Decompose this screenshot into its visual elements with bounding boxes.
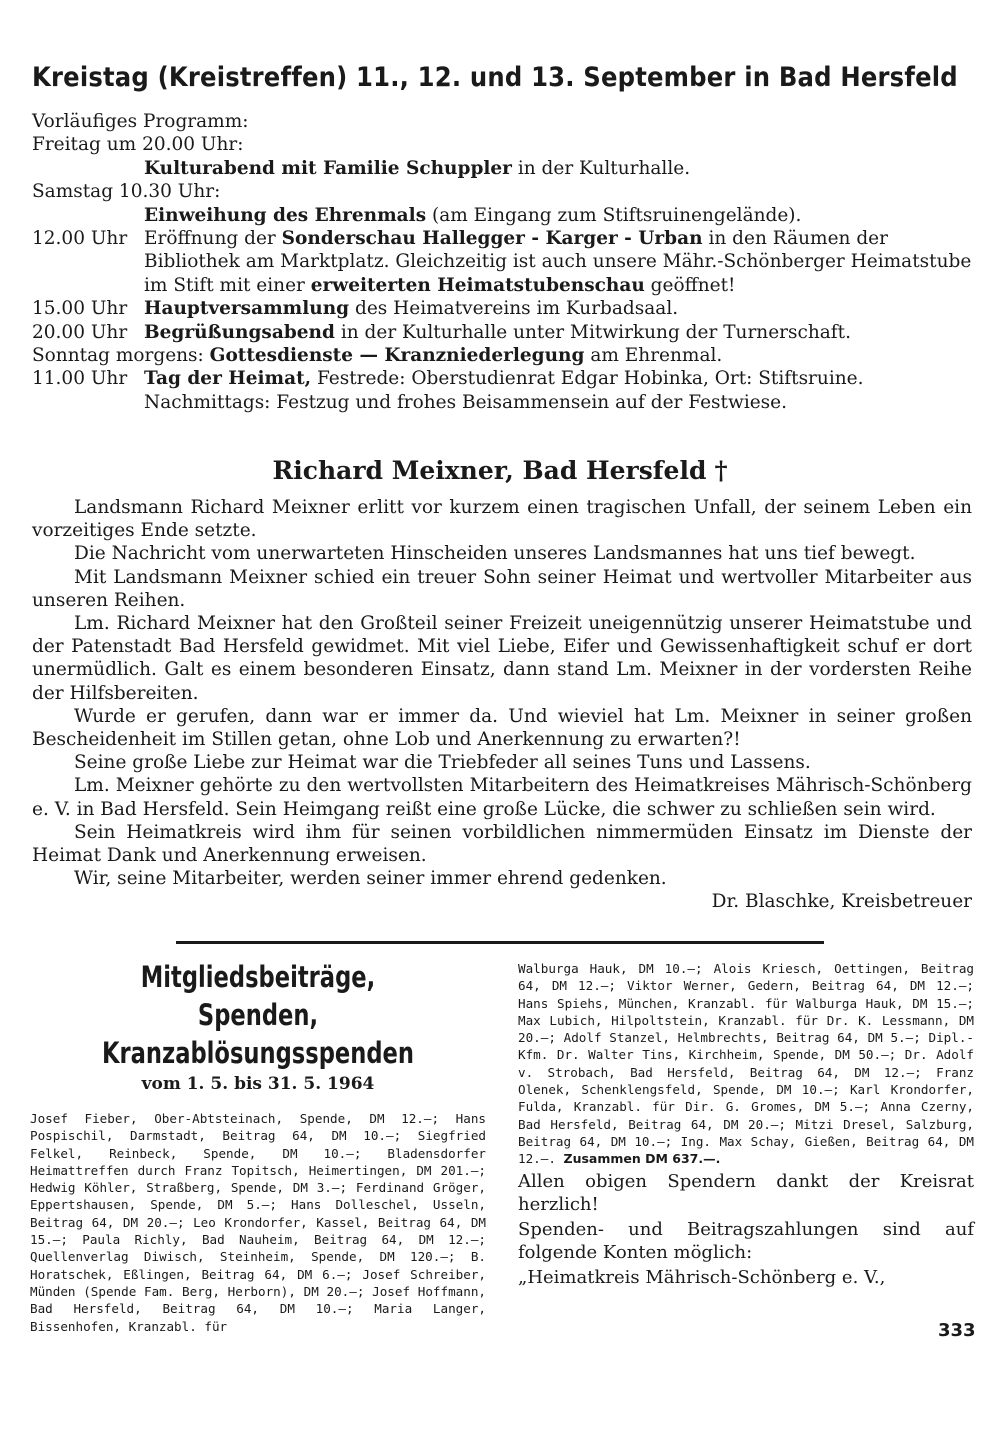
program-intro: Vorläufiges Programm:: [32, 111, 249, 132]
donations-period: vom 1. 5. bis 31. 5. 1964: [141, 1074, 375, 1094]
time-2000: 20.00 Uhr: [32, 321, 128, 343]
obituary-paragraph: Die Nachricht vom unerwarteten Hinscheiden unseres Landsmannes hat uns tief bewegt.: [74, 543, 916, 565]
event-1500: [144, 297, 972, 320]
program-saturday-event: [32, 204, 972, 227]
event-1200-d: erweiterten Heimatstubenschau: [310, 274, 645, 296]
event-1100-b: Tag der Heimat,: [144, 368, 312, 390]
donations-thanks: Allen obigen Spendern dankt der Kreisrat herzlich!: [518, 1170, 974, 1215]
event-1100-rest: Festrede: Oberstudienrat Edgar Hobinka, Ort: Stiftsruine.: [311, 368, 864, 390]
donations-right-column: [518, 960, 974, 1289]
event-1100: [144, 367, 972, 390]
donations-heading: [80, 958, 436, 1072]
section-divider: [176, 941, 824, 944]
program-sunday: [32, 344, 972, 367]
obituary-paragraph: Lm. Meixner gehörte zu den wertvollsten Mitarbeitern des Heimatkreises Mährisch-Schönberg e. V. in Bad Hersfeld. Sein Heimgang reißt eine große Lücke, die schwer zu schließen sein wird.: [32, 775, 972, 820]
donations-total: Zusammen DM 637.—.: [563, 1151, 721, 1167]
donations-heading-line1: Mitgliedsbeiträge, Spenden,: [140, 960, 376, 1032]
obituary-paragraph: Seine große Liebe zur Heimat war die Triebfeder all seines Tuns und Lassens.: [74, 752, 811, 774]
program-item-1100: [32, 367, 972, 390]
event-1200-c: in den Räumen der Bibliothek am Marktplatz. Gleichzeitig ist auch unsere Mähr.-Schönberger Heimatstube im Stift mit einer: [144, 228, 972, 296]
event-1200-e: geöffnet!: [644, 274, 736, 296]
time-1100: 11.00 Uhr: [32, 368, 128, 390]
cross-icon: †: [714, 456, 728, 485]
program-item-1500: [32, 297, 972, 320]
obituary-paragraph: Sein Heimatkreis wird ihm für seinen vorbildlichen nimmermüden Einsatz im Dienste der Heimat Dank und Anerkennung erweisen.: [32, 821, 972, 867]
event-2000-b: Begrüßungsabend: [144, 321, 335, 343]
event-1500-rest: des Heimatvereins im Kurbadsaal.: [349, 298, 679, 320]
event-1500-b: Hauptversammlung: [144, 298, 350, 320]
donor-list-right-text: Walburga Hauk, DM 10.—; Alois Kriesch, Oettingen, Beitrag 64, DM 12.—; Viktor Werner, Gedern, Beitrag 64, DM 12.—; Hans Spiehs, München, Kranzabl. für Walburga Hauk, DM 15.—; Max Lubich, Hilpoltstein, Kranzabl. für Dr. K. Lessmann, DM 20.—; Adolf Stanzel, Helmbrechts, Beitrag 64, DM 5.—; Dipl.-Kfm. Dr. Walter Tins, Kirchheim, Spende, DM 50.—; Dr. Adolf v. Strobach, Bad Hersfeld, Beitrag 64, DM 12.—; Franz Olenek, Schenklengsfeld, Spende, DM 10.—; Karl Krondorfer, Fulda, Kranzabl. für Dir. G. Gromes, DM 5.—; Anna Czerny, Bad Hersfeld, Beitrag 64, DM 20.—; Mitzi Dresel, Salzburg, Beitrag 64, DM 10.—; Ing. Max Schay, Gießen, Beitrag 64, DM 12.—.: [518, 961, 974, 1167]
program-friday: Freitag um 20.00 Uhr:: [32, 134, 244, 156]
saturday-event-title: Einweihung des Ehrenmals: [144, 204, 427, 226]
obituary-text: [32, 496, 972, 914]
sunday-label: Sonntag morgens:: [32, 345, 210, 367]
time-1200: 12.00 Uhr: [32, 228, 128, 250]
event-2000-rest: in der Kulturhalle unter Mitwirkung der Turnerschaft.: [334, 321, 851, 343]
event-1200-b: Sonderschau Hallegger - Karger - Urban: [281, 228, 703, 250]
kreistag-heading: Kreistag (Kreistreffen) 11., 12. und 13. September in Bad Hersfeld: [32, 62, 958, 93]
payment-accounts-note: Spenden- und Beitragszahlungen sind auf folgende Konten möglich:: [518, 1218, 974, 1263]
friday-event-rest: in der Kulturhalle.: [511, 157, 691, 179]
program-afternoon: Nachmittags: Festzug und frohes Beisammensein auf der Festwiese.: [144, 391, 788, 413]
donations-left-column: [30, 958, 486, 1335]
obituary-paragraph: Landsmann Richard Meixner erlitt vor kurzem einen tragischen Unfall, der seinem Leben ein vorzeitiges Ende setzte.: [32, 497, 972, 542]
donor-list-right: [518, 960, 974, 1168]
time-1500: 15.00 Uhr: [32, 298, 128, 320]
sunday-event: Gottesdienste — Kranzniederlegung: [209, 345, 585, 367]
payment-account-1: „Heimatkreis Mährisch-Schönberg e. V.,: [518, 1266, 886, 1288]
obituary-signature: Dr. Blaschke, Kreisbetreuer: [711, 891, 972, 913]
page-number: 333: [938, 1320, 976, 1341]
program-item-2000: [32, 321, 972, 344]
friday-event-title: Kulturabend mit Familie Schuppler: [144, 157, 512, 179]
program-saturday: Samstag 10.30 Uhr:: [32, 181, 221, 203]
event-2000: [144, 321, 972, 344]
kreistag-program: [32, 110, 972, 414]
obituary-paragraph: Lm. Richard Meixner hat den Großteil seiner Freizeit uneigennützig unserer Heimatstube und der Patenstadt Bad Hersfeld gewidmet. Mit viel Liebe, Eifer und Gewissenhaftigkeit schuf er dort unermüdlich. Galt es einem besonderen Einsatz, dann stand Lm. Meixner in der vordersten Reihe der Hilfsbereiten.: [32, 613, 972, 704]
obituary-paragraph: Wir, seine Mitarbeiter, werden seiner immer ehrend gedenken.: [74, 868, 667, 890]
program-friday-event: [32, 157, 972, 180]
obituary-title: Richard Meixner, Bad Hersfeld: [272, 456, 707, 485]
obituary-paragraph: Mit Landsmann Meixner schied ein treuer Sohn seiner Heimat und wertvoller Mitarbeiter aus unseren Reihen.: [32, 566, 972, 611]
obituary-paragraph: Wurde er gerufen, dann war er immer da. Und wieviel hat Lm. Meixner in seiner großen Bescheidenheit im Stillen getan, ohne Lob und Anerkennung zu erwarten?!: [32, 705, 972, 751]
obituary-heading: [0, 456, 1000, 485]
donations-heading-line2: Kranzablösungsspenden: [101, 1036, 415, 1070]
event-1200: [144, 227, 972, 297]
donor-list-left: Josef Fieber, Ober-Abtsteinach, Spende, DM 12.—; Hans Pospischil, Darmstadt, Beitrag 64, DM 10.—; Siegfried Felkel, Reinbeck, Spende, DM 10.—; Bladensdorfer Heimattreffen durch Franz Topitsch, Heimertingen, DM 201.—; Hedwig Köhler, Straßberg, Spende, DM 3.—; Ferdinand Gröger, Eppertshausen, Spende, DM 5.—; Hans Dolleschel, Usseln, Beitrag 64, DM 20.—; Leo Krondorfer, Kassel, Beitrag 64, DM 15.—; Paula Richly, Bad Nauheim, Beitrag 64, DM 12.—; Quellenverlag Diwisch, Steinheim, Spende, DM 120.—; B. Horatschek, Eßlingen, Beitrag 64, DM 6.—; Josef Schreiber, Münden (Spende Fam. Berg, Herborn), DM 20.—; Josef Hoffmann, Bad Hersfeld, Beitrag 64, DM 10.—; Maria Langer, Bissenhofen, Kranzabl. für: [30, 1111, 486, 1334]
event-1200-a: Eröffnung der: [144, 228, 282, 250]
sunday-rest: am Ehrenmal.: [584, 345, 723, 367]
program-item-1200: [32, 227, 972, 297]
saturday-event-rest: (am Eingang zum Stiftsruinengelände).: [426, 204, 802, 226]
